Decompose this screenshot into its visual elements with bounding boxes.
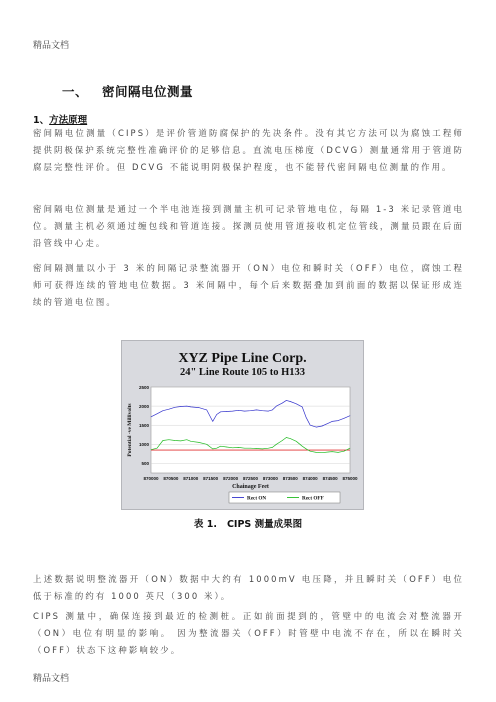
data-point (332, 421, 333, 422)
data-point (169, 409, 170, 410)
data-point (175, 440, 176, 441)
data-point (157, 448, 158, 449)
data-point (344, 451, 345, 452)
chart-svg (122, 341, 363, 509)
data-point (256, 410, 257, 411)
data-point (338, 420, 339, 421)
figure-caption (0, 516, 496, 530)
data-point (310, 451, 311, 452)
data-point (276, 406, 277, 407)
section-heading (62, 82, 193, 100)
data-point (187, 439, 188, 440)
data-point (350, 448, 351, 449)
data-point (332, 451, 333, 452)
data-point (216, 448, 217, 449)
data-point (175, 407, 176, 408)
data-point (181, 441, 182, 442)
data-point (250, 448, 251, 449)
data-point (338, 452, 339, 453)
subsection-title: 方法原理 (49, 115, 88, 126)
x-tick-label: 872500 (242, 476, 259, 481)
y-axis-label: Potential -ve Millivolts (127, 403, 133, 457)
data-point (272, 410, 273, 411)
subsection-heading (33, 112, 87, 126)
caption-text: CIPS 测量成果图 (226, 519, 303, 530)
data-point (262, 410, 263, 411)
page-header: 精品文档 (33, 41, 70, 51)
data-point (306, 449, 307, 450)
data-point (191, 407, 192, 408)
data-point (286, 437, 287, 438)
paragraph-4: 上述数据说明整流器开（ON）数据中大约有 1000mV 电压降，并且瞬时关（OFF）电位低于标准的约有 1000 英尺（300 米）。 (33, 574, 464, 601)
data-point (322, 426, 323, 427)
data-point (238, 447, 239, 448)
data-point (316, 427, 317, 428)
subsection-number: 1、 (33, 115, 50, 126)
data-point (328, 423, 329, 424)
data-point (282, 403, 283, 404)
caption-label: 表 1. (193, 519, 217, 530)
data-point (220, 412, 221, 413)
x-tick-label: 874000 (302, 476, 318, 481)
data-point (151, 417, 152, 418)
legend-label: Rect OFF (302, 495, 324, 502)
data-point (199, 407, 200, 408)
x-ticks (143, 476, 358, 481)
section-number: 一、 (62, 84, 89, 99)
section-title: 密间隔电位测量 (102, 84, 194, 99)
data-point (220, 446, 221, 447)
paragraph-2: 密间隔电位测量是通过一个半电池连接到测量主机可记录管地电位，每隔 1-3 米记录管道电位。测量主机必须通过缠包线和管道连接。探测员使用管道接收机定位管线，测量员跟在后面沿管线中心走。 (33, 204, 464, 248)
data-point (244, 411, 245, 412)
data-point (322, 452, 323, 453)
x-tick-label: 875000 (342, 476, 358, 481)
data-point (256, 448, 257, 449)
chart-subtitle: 24" Line Route 105 to H133 (179, 367, 306, 378)
x-tick-label: 870000 (143, 476, 159, 481)
data-point (226, 447, 227, 448)
data-point (244, 448, 245, 449)
data-point (306, 417, 307, 418)
data-point (169, 439, 170, 440)
x-tick-label: 874500 (322, 476, 338, 481)
data-point (268, 411, 269, 412)
data-point (310, 425, 311, 426)
data-point (206, 410, 207, 411)
data-point (290, 438, 291, 439)
x-tick-label: 873000 (262, 476, 278, 481)
data-point (286, 400, 287, 401)
data-point (302, 407, 303, 408)
data-point (262, 449, 263, 450)
data-point (163, 410, 164, 411)
data-point (282, 440, 283, 441)
data-point (157, 414, 158, 415)
data-point (276, 444, 277, 445)
data-point (151, 449, 152, 450)
data-point (296, 404, 297, 405)
page-footer: 精品文档 (33, 674, 70, 684)
chart-title: XYZ Pipe Line Corp. (178, 351, 307, 366)
data-point (328, 452, 329, 453)
y-tick-label: 2500 (138, 384, 149, 390)
data-point (232, 448, 233, 449)
legend-label: Rect ON (247, 495, 267, 502)
x-tick-label: 873500 (282, 476, 298, 481)
data-point (232, 411, 233, 412)
data-point (272, 447, 273, 448)
cips-chart (121, 340, 364, 510)
paragraph-3: 密间隔测量以小于 3 米的间隔记录整流器开（ON）电位和瞬时关（OFF）电位，腐蚀工程师可获得连续的管地电位数据。3 米间隔中，每个后来数据叠加到前面的数据以保证形成连续的管道电位图。 (33, 263, 464, 307)
data-point (199, 442, 200, 443)
data-point (212, 449, 213, 450)
x-tick-label: 871000 (183, 476, 199, 481)
y-tick-label: 500 (141, 461, 149, 467)
data-point (181, 406, 182, 407)
data-point (212, 421, 213, 422)
data-point (296, 441, 297, 442)
data-point (238, 410, 239, 411)
data-point (250, 410, 251, 411)
x-axis-label: Chainage Feet (232, 484, 269, 490)
y-tick-label: 1000 (138, 442, 149, 448)
y-ticks (139, 385, 150, 466)
x-tick-label: 870500 (163, 476, 179, 481)
data-point (344, 418, 345, 419)
plot-area (151, 387, 350, 473)
x-tick-label: 871500 (203, 476, 219, 481)
data-point (316, 452, 317, 453)
data-point (163, 440, 164, 441)
data-point (350, 415, 351, 416)
data-point (191, 441, 192, 442)
data-point (302, 446, 303, 447)
data-point (216, 414, 217, 415)
data-point (268, 448, 269, 449)
data-point (290, 401, 291, 402)
data-point (206, 444, 207, 445)
paragraph-1: 密间隔电位测量（CIPS）是评价管道防腐保护的先决条件。没有其它方法可以为腐蚀工程师提供阴极保护系统完整性准确评价的足够信息。直流电压梯度（DCVG）测量通常用于管道防腐层完整性评价。但 DCVG 不能说明阴极保护程度，也不能替代密间隔电位测量的作用。 (33, 128, 464, 172)
data-point (187, 406, 188, 407)
y-tick-label: 2000 (138, 403, 149, 409)
x-tick-label: 872000 (223, 476, 239, 481)
y-tick-label: 1500 (138, 423, 149, 429)
data-point (226, 411, 227, 412)
paragraph-5: CIPS 测量中，确保连接到最近的检测桩。正如前面提到的，管壁中的电流会对整流器开（ON）电位有明显的影响。 因为整流器关（OFF）时管壁中电流不存在，所以在瞬时关（OFF）状态下这种影响较少。 (33, 611, 464, 655)
